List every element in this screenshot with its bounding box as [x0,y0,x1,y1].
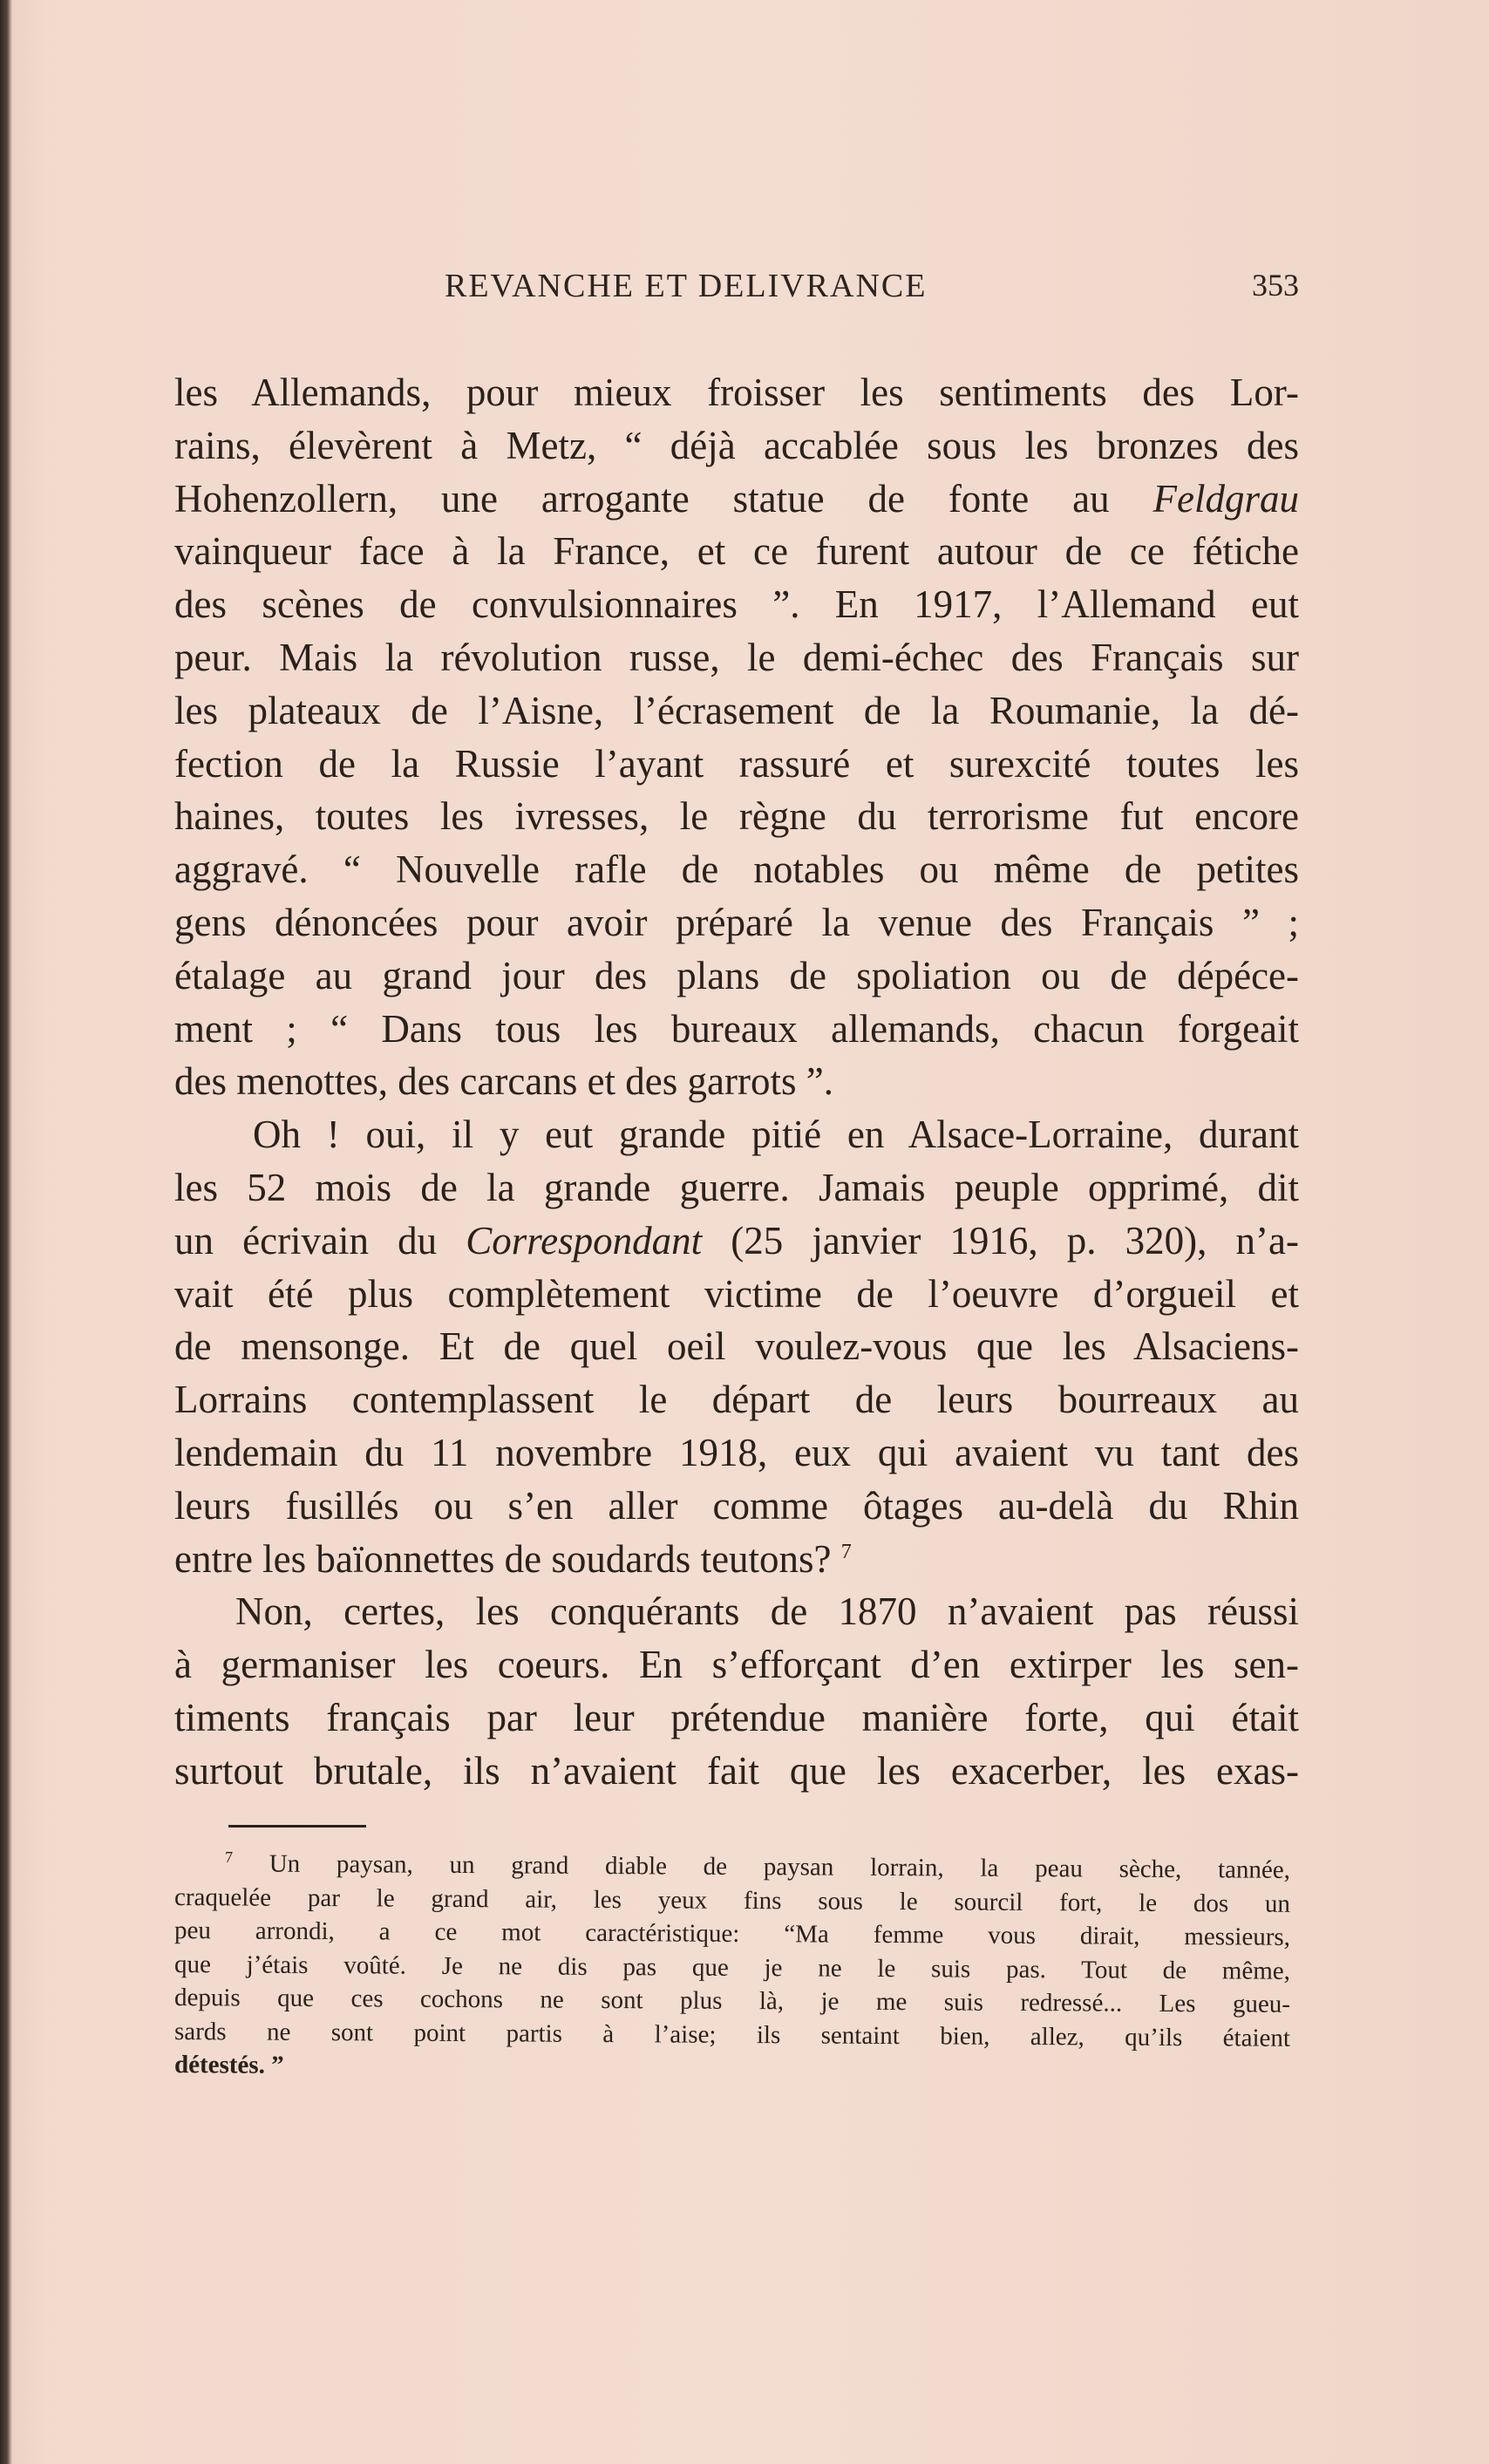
footnote-line: sards ne sont point partis à l’aise; ils sentaint bien, allez, qu’ils étaient [173,2017,1291,2052]
footnote-line: depuis que ces cochons ne sont plus là, je me suis redressé... Les gueu- [173,1984,1291,2018]
text-line: peur. Mais la révolution russe, le demi-échec des Français sur [174,635,1299,679]
text-line: les plateaux de l’Aisne, l’écrasement de la Roumanie, la dé- [174,688,1299,732]
text-segment: Hohenzollern, une arrogante statue de fonte au [174,476,1153,521]
text-line: Oh ! oui, il y eut grande pitié en Alsace-Lorraine, durant [253,1113,1299,1157]
text-line: des scènes de convulsionnaires ”. En 1917, l’Allemand eut [174,582,1299,627]
text-line: les 52 mois de la grande guerre. Jamais peuple opprimé, dit [174,1165,1299,1209]
text-line: vainqueur face à la France, et ce furent autour de ce fétiche [174,529,1299,574]
footnote-reference: 7 [840,1540,852,1563]
text-line: vait été plus complètement victime de l’oeuvre d’orgueil et [174,1271,1299,1316]
text-line: Non, certes, les conquérants de 1870 n’avaient pas réussi [235,1589,1299,1634]
text-line: aggravé. “ Nouvelle rafle de notables ou même de petites [174,847,1299,892]
footnote-marker: 7 [224,1848,234,1866]
text-segment: Un paysan, un grand diable de paysan lorrain, la peau sèche, tannée, [232,1849,1291,1884]
text-segment: (25 janvier 1916, p. 320), n’a- [702,1218,1299,1263]
page-header [174,267,1299,310]
text-line [174,473,1299,526]
binding-gutter [0,0,12,2464]
italic-term: Feldgrau [1152,476,1299,521]
footnote-line: peu arrondi, a ce mot caractéristique: “Ma femme vous dirait, messieurs, [173,1916,1291,1951]
page-number: 353 [1252,268,1299,303]
text-line: gens dénoncées pour avoir préparé la venue des Français ” ; [174,900,1299,944]
text-line: Lorrains contemplassent le départ de leurs bourreaux au [174,1378,1299,1422]
text-segment: entre les baïonnettes de soudards teutons? [174,1536,841,1581]
text-line: surtout brutale, ils n’avaient fait que les exacerber, les exas- [174,1748,1299,1793]
body-text [174,366,1299,1798]
text-line: timents français par leur prétendue manière forte, qui était [174,1695,1299,1739]
footnote-line: craquelée par le grand air, les yeux fins sous le sourcil fort, le dos un [173,1882,1291,1918]
footnote-divider [228,1825,366,1828]
text-line [174,1215,1299,1268]
text-line: les Allemands, pour mieux froisser les sentiments des Lor- [174,371,1299,414]
italic-term: Correspondant [466,1218,703,1263]
text-line: haines, toutes les ivresses, le règne du terrorisme fut encore [174,794,1299,839]
footnote [174,1847,1290,2082]
text-line: rains, élevèrent à Metz, “ déjà accablée sous les bronzes des [174,423,1299,467]
text-line: des menottes, des carcans et des garrots ”. [174,1059,833,1104]
text-line: ment ; “ Dans tous les bureaux allemands, chacun forgeait [174,1006,1299,1051]
running-head: REVANCHE ET DELIVRANCE [445,268,928,304]
text-line: fection de la Russie l’ayant rassuré et surexcité toutes les [174,741,1299,786]
text-line: de mensonge. Et de quel oeil voulez-vous que les Alsaciens- [174,1324,1299,1369]
footnote-line: détestés. ” [173,2051,284,2079]
text-line: étalage au grand jour des plans de spoliation ou de dépéce- [174,953,1299,997]
text-line [174,1533,1299,1586]
footnote-line: que j’étais voûté. Je ne dis pas que je ne le suis pas. Tout de même, [173,1950,1291,1985]
text-line: lendemain du 11 novembre 1918, eux qui avaient vu tant des [174,1430,1299,1474]
text-line: leurs fusillés ou s’en aller comme ôtages au-delà du Rhin [174,1483,1299,1528]
text-line: à germaniser les coeurs. En s’efforçant d’en extirper les sen- [174,1643,1299,1687]
text-segment: un écrivain du [174,1218,466,1263]
